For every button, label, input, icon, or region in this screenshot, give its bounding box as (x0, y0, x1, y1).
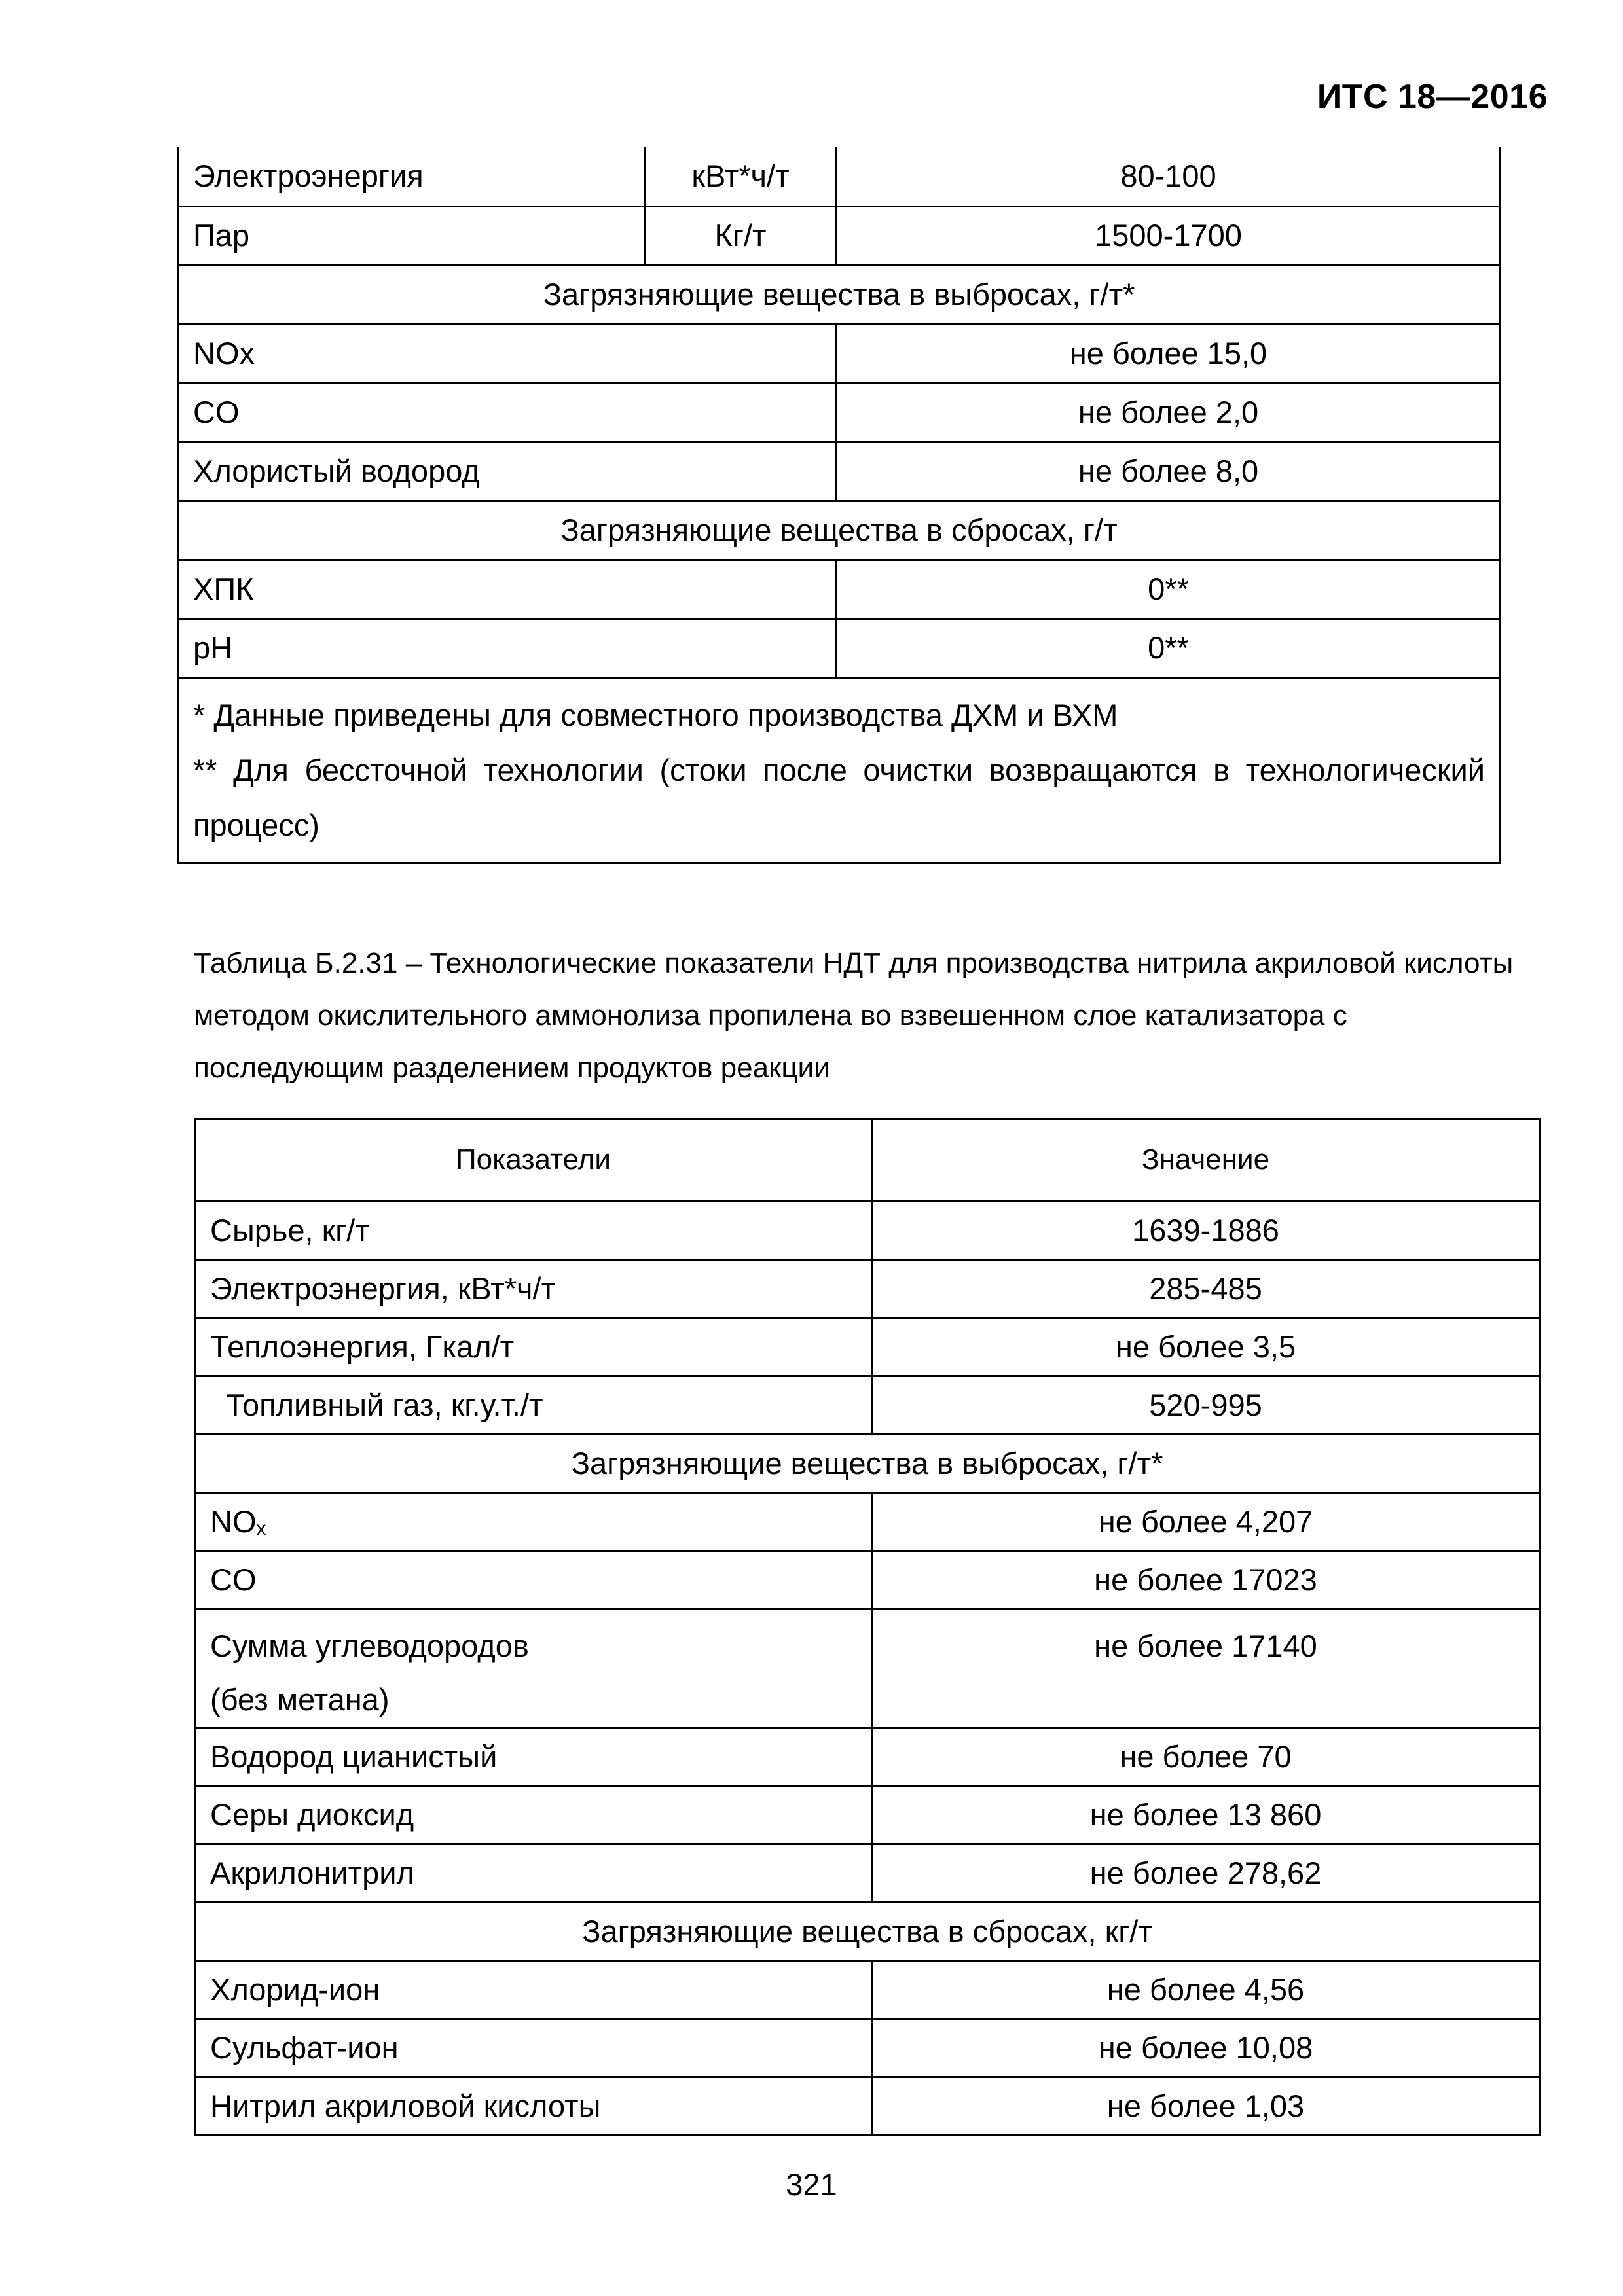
section-emissions-title: Загрязняющие вещества в выбросах, г/т* (195, 1435, 1540, 1493)
row-value: не более 17023 (872, 1551, 1540, 1609)
row-value: не более 15,0 (837, 324, 1501, 383)
row-label: Водород цианистый (195, 1728, 872, 1786)
row-label: Акрилонитрил (195, 1844, 872, 1903)
row-value: не более 4,207 (872, 1493, 1540, 1551)
row-unit: кВт*ч/т (645, 147, 837, 206)
section-header-row (195, 1435, 1540, 1493)
section-discharges-title: Загрязняющие вещества в сбросах, кг/т (195, 1903, 1540, 1961)
section-discharges-title: Загрязняющие вещества в сбросах, г/т (178, 501, 1501, 560)
table-row (195, 1961, 1540, 2019)
row-value: 1639-1886 (872, 1202, 1540, 1260)
row-value: 0** (837, 619, 1501, 677)
row-value: не более 70 (872, 1728, 1540, 1786)
table-row (178, 324, 1501, 383)
column-header-indicator: Показатели (195, 1119, 872, 1202)
row-value: не более 1,03 (872, 2077, 1540, 2136)
section-header-row (178, 501, 1501, 560)
footnote-1: * Данные приведены для совместного производства ДХМ и ВХМ (193, 697, 1118, 732)
row-value: не более 10,08 (872, 2019, 1540, 2077)
table-row (178, 383, 1501, 442)
row-label-line-2: (без метана) (210, 1682, 390, 1717)
table-row (178, 560, 1501, 619)
notes-cell (178, 677, 1501, 863)
table-row (178, 442, 1501, 501)
row-label: Теплоэнергия, Гкал/т (195, 1318, 872, 1376)
row-label (195, 1609, 872, 1728)
table-row (195, 1202, 1540, 1260)
row-value: 520-995 (872, 1376, 1540, 1435)
row-label-line-1: Сумма углеводородов (210, 1628, 529, 1663)
row-label: Хлористый водород (178, 442, 837, 501)
row-value: не более 8,0 (837, 442, 1501, 501)
row-value: не более 4,56 (872, 1961, 1540, 2019)
row-label: CO (178, 383, 837, 442)
section-emissions-title: Загрязняющие вещества в выбросах, г/т* (178, 265, 1501, 324)
table-row (195, 1318, 1540, 1376)
row-label: Серы диоксид (195, 1786, 872, 1844)
row-value: не более 13 860 (872, 1786, 1540, 1844)
row-label: Электроэнергия (178, 147, 645, 206)
table-row (195, 1551, 1540, 1609)
row-label: Хлорид-ион (195, 1961, 872, 2019)
row-value: не более 17140 (872, 1609, 1540, 1728)
row-label: Пар (178, 206, 645, 265)
row-value: 80-100 (837, 147, 1501, 206)
nox-subscript: x (256, 1517, 266, 1539)
row-value: не более 2,0 (837, 383, 1501, 442)
table-row (195, 1609, 1540, 1728)
table-row (178, 619, 1501, 677)
row-label: pH (178, 619, 837, 677)
table-row (195, 2077, 1540, 2136)
table-row (195, 1728, 1540, 1786)
table-row (195, 1844, 1540, 1903)
table-header-row (195, 1119, 1540, 1202)
footnote-2: ** Для бессточной технологии (стоки после очистки возвращаются в технологический процесс) (193, 752, 1485, 842)
row-label: NOx (178, 324, 837, 383)
row-label: Сульфат-ион (195, 2019, 872, 2077)
row-label: Нитрил акриловой кислоты (195, 2077, 872, 2136)
nox-base: NO (210, 1503, 257, 1539)
row-label: Топливный газ, кг.у.т./т (195, 1376, 872, 1435)
row-label: CO (195, 1551, 872, 1609)
table-row (195, 1493, 1540, 1551)
table-row (195, 1260, 1540, 1318)
page-number: 321 (786, 2167, 837, 2202)
table-b-2-31 (194, 1118, 1541, 2136)
column-header-value: Значение (872, 1119, 1540, 1202)
section-header-row (195, 1903, 1540, 1961)
notes-row (178, 677, 1501, 863)
row-value: 285-485 (872, 1260, 1540, 1318)
table-row (195, 1376, 1540, 1435)
row-label: Электроэнергия, кВт*ч/т (195, 1260, 872, 1318)
row-value: не более 3,5 (872, 1318, 1540, 1376)
row-label: ХПК (178, 560, 837, 619)
row-label (195, 1493, 872, 1551)
table-caption: Таблица Б.2.31 – Технологические показатели НДТ для производства нитрила акриловой кислоты методом окислительного аммонолиза пропилена во взвешенном слое катализатора с последующим разделением продуктов реакции (194, 947, 1514, 1084)
table-row (178, 147, 1501, 206)
table-row (195, 2019, 1540, 2077)
document-code: ИТС 18—2016 (1317, 78, 1548, 116)
table-row (178, 206, 1501, 265)
row-value: 1500-1700 (837, 206, 1501, 265)
row-value: 0** (837, 560, 1501, 619)
row-value: не более 278,62 (872, 1844, 1540, 1903)
row-label: Сырье, кг/т (195, 1202, 872, 1260)
row-unit: Кг/т (645, 206, 837, 265)
section-header-row (178, 265, 1501, 324)
table-continued (177, 147, 1501, 864)
table-row (195, 1786, 1540, 1844)
